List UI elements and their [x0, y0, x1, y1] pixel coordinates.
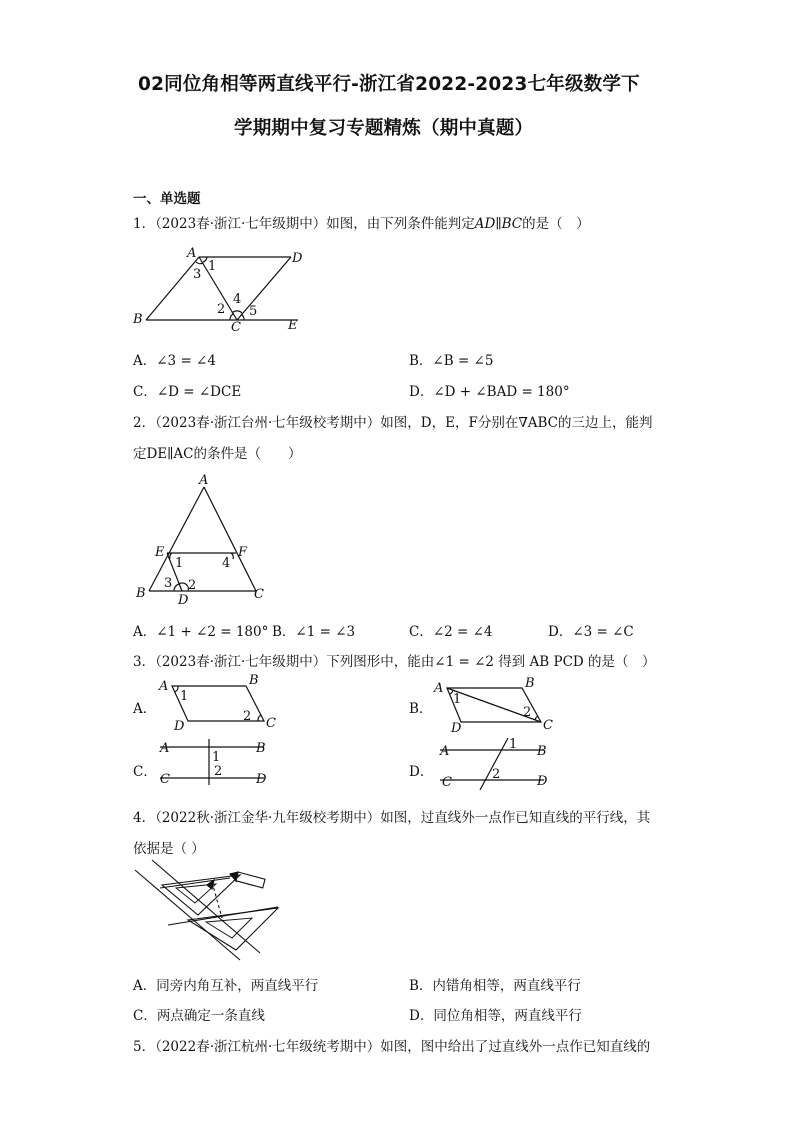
q3-option-c[interactable]: C．	[133, 764, 157, 780]
q2-option-b[interactable]: B．∠1 = ∠3	[272, 624, 356, 640]
q3b-label-B: B	[525, 676, 535, 691]
q2-option-c[interactable]: C．∠2 = ∠4	[409, 624, 493, 640]
q2-option-d[interactable]: D．∠3 = ∠C	[548, 624, 634, 640]
q3-option-a[interactable]: A．	[133, 701, 157, 717]
q2-label-D: D	[178, 593, 189, 608]
q3d-angle-2: 2	[492, 767, 501, 782]
q3c-label-B: B	[256, 741, 266, 756]
q2-label-E: E	[155, 545, 165, 560]
q1-angle-1: 1	[208, 259, 217, 274]
page-title-line1: 02同位角相等两直线平行-浙江省2022-2023七年级数学下	[138, 74, 640, 95]
q3a-label-C: C	[266, 716, 276, 731]
question-3-stem: 3．（2023春·浙江·七年级期中）下列图形中，能由∠1 = ∠2 得到 AB PCD 的是（ ）	[133, 654, 656, 670]
q2-label-C: C	[254, 587, 264, 602]
q3d-angle-1: 1	[509, 737, 518, 752]
q4-option-c[interactable]: C．两点确定一条直线	[133, 1008, 265, 1024]
q3c-label-D: D	[256, 772, 267, 787]
q3b-label-A: A	[434, 681, 444, 696]
question-2-stem-line2: 定DE∥AC的条件是（ ）	[133, 446, 302, 462]
q1-angle-2: 2	[217, 302, 226, 317]
q3-option-b[interactable]: B．	[409, 701, 433, 717]
page-title-line2: 学期期中复习专题精炼（期中真题）	[234, 118, 534, 139]
q2-option-a[interactable]: A．∠1 + ∠2 = 180°	[133, 624, 269, 640]
q2-label-B: B	[136, 586, 146, 601]
q2-angle-3: 3	[164, 576, 173, 591]
q3a-label-D: D	[174, 719, 185, 734]
q1-label-A: A	[187, 246, 197, 261]
q1-option-c[interactable]: C．∠D = ∠DCE	[133, 384, 242, 400]
q3c-angle-1: 1	[212, 750, 221, 765]
q3b-angle-1: 1	[453, 692, 462, 707]
q4-option-a[interactable]: A．同旁内角互补，两直线平行	[133, 978, 319, 994]
q3c-angle-2: 2	[214, 764, 223, 779]
q2-angle-2: 2	[188, 578, 197, 593]
q1-label-B: B	[133, 312, 143, 327]
q3c-label-C: C	[160, 772, 170, 787]
q4-option-b[interactable]: B．内错角相等，两直线平行	[409, 978, 581, 994]
section-heading: 一、单选题	[133, 191, 201, 207]
q1-angle-3: 3	[193, 267, 202, 282]
q3d-label-D: D	[537, 774, 548, 789]
q4-option-d[interactable]: D．同位角相等，两直线平行	[409, 1008, 582, 1024]
q3c-label-A: A	[160, 741, 170, 756]
q1-angle-5: 5	[249, 304, 258, 319]
q3a-angle-1: 1	[180, 689, 189, 704]
question-5-stem-line1: 5．（2022春·浙江杭州·七年级统考期中）如图，图中给出了过直线外一点作已知直线的	[133, 1039, 651, 1055]
q3d-label-B: B	[537, 744, 547, 759]
q3b-label-D: D	[451, 721, 462, 736]
question-4-stem-line2: 依据是（ ）	[133, 841, 205, 857]
q2-angle-1: 1	[175, 556, 184, 571]
q1-label-D: D	[292, 251, 303, 266]
q1-option-b[interactable]: B．∠B = ∠5	[409, 353, 494, 369]
q3d-label-A: A	[440, 744, 450, 759]
q1-angle-4: 4	[233, 292, 242, 307]
q2-label-A: A	[199, 473, 209, 488]
q2-label-F: F	[238, 545, 248, 560]
q1-option-d[interactable]: D．∠D + ∠BAD = 180°	[409, 384, 570, 400]
q2-angle-4: 4	[222, 556, 231, 571]
question-4-stem-line1: 4．（2022秋·浙江金华·九年级校考期中）如图，过直线外一点作已知直线的平行线，其	[133, 810, 651, 826]
q3a-label-B: B	[249, 673, 259, 688]
q3b-label-C: C	[543, 718, 553, 733]
q3d-label-C: C	[442, 775, 452, 790]
q3-option-d[interactable]: D．	[409, 764, 434, 780]
q3b-angle-2: 2	[523, 705, 532, 720]
question-1-text: 1．（2023春·浙江·七年级期中）如图，由下列条件能判定	[133, 216, 475, 232]
question-2-stem-line1: 2．（2023春·浙江台州·七年级校考期中）如图，D，E，F分别在∇ABC的三边上，能判	[133, 415, 653, 431]
q3a-angle-2: 2	[243, 709, 252, 724]
question-1-tail: 的是（ ）	[522, 216, 590, 232]
q1-label-C: C	[231, 320, 241, 335]
question-1-math: AD∥BC	[474, 216, 523, 232]
q1-label-E: E	[288, 318, 298, 333]
q1-option-a[interactable]: A．∠3 = ∠4	[133, 353, 216, 369]
q3a-label-A: A	[159, 679, 169, 694]
